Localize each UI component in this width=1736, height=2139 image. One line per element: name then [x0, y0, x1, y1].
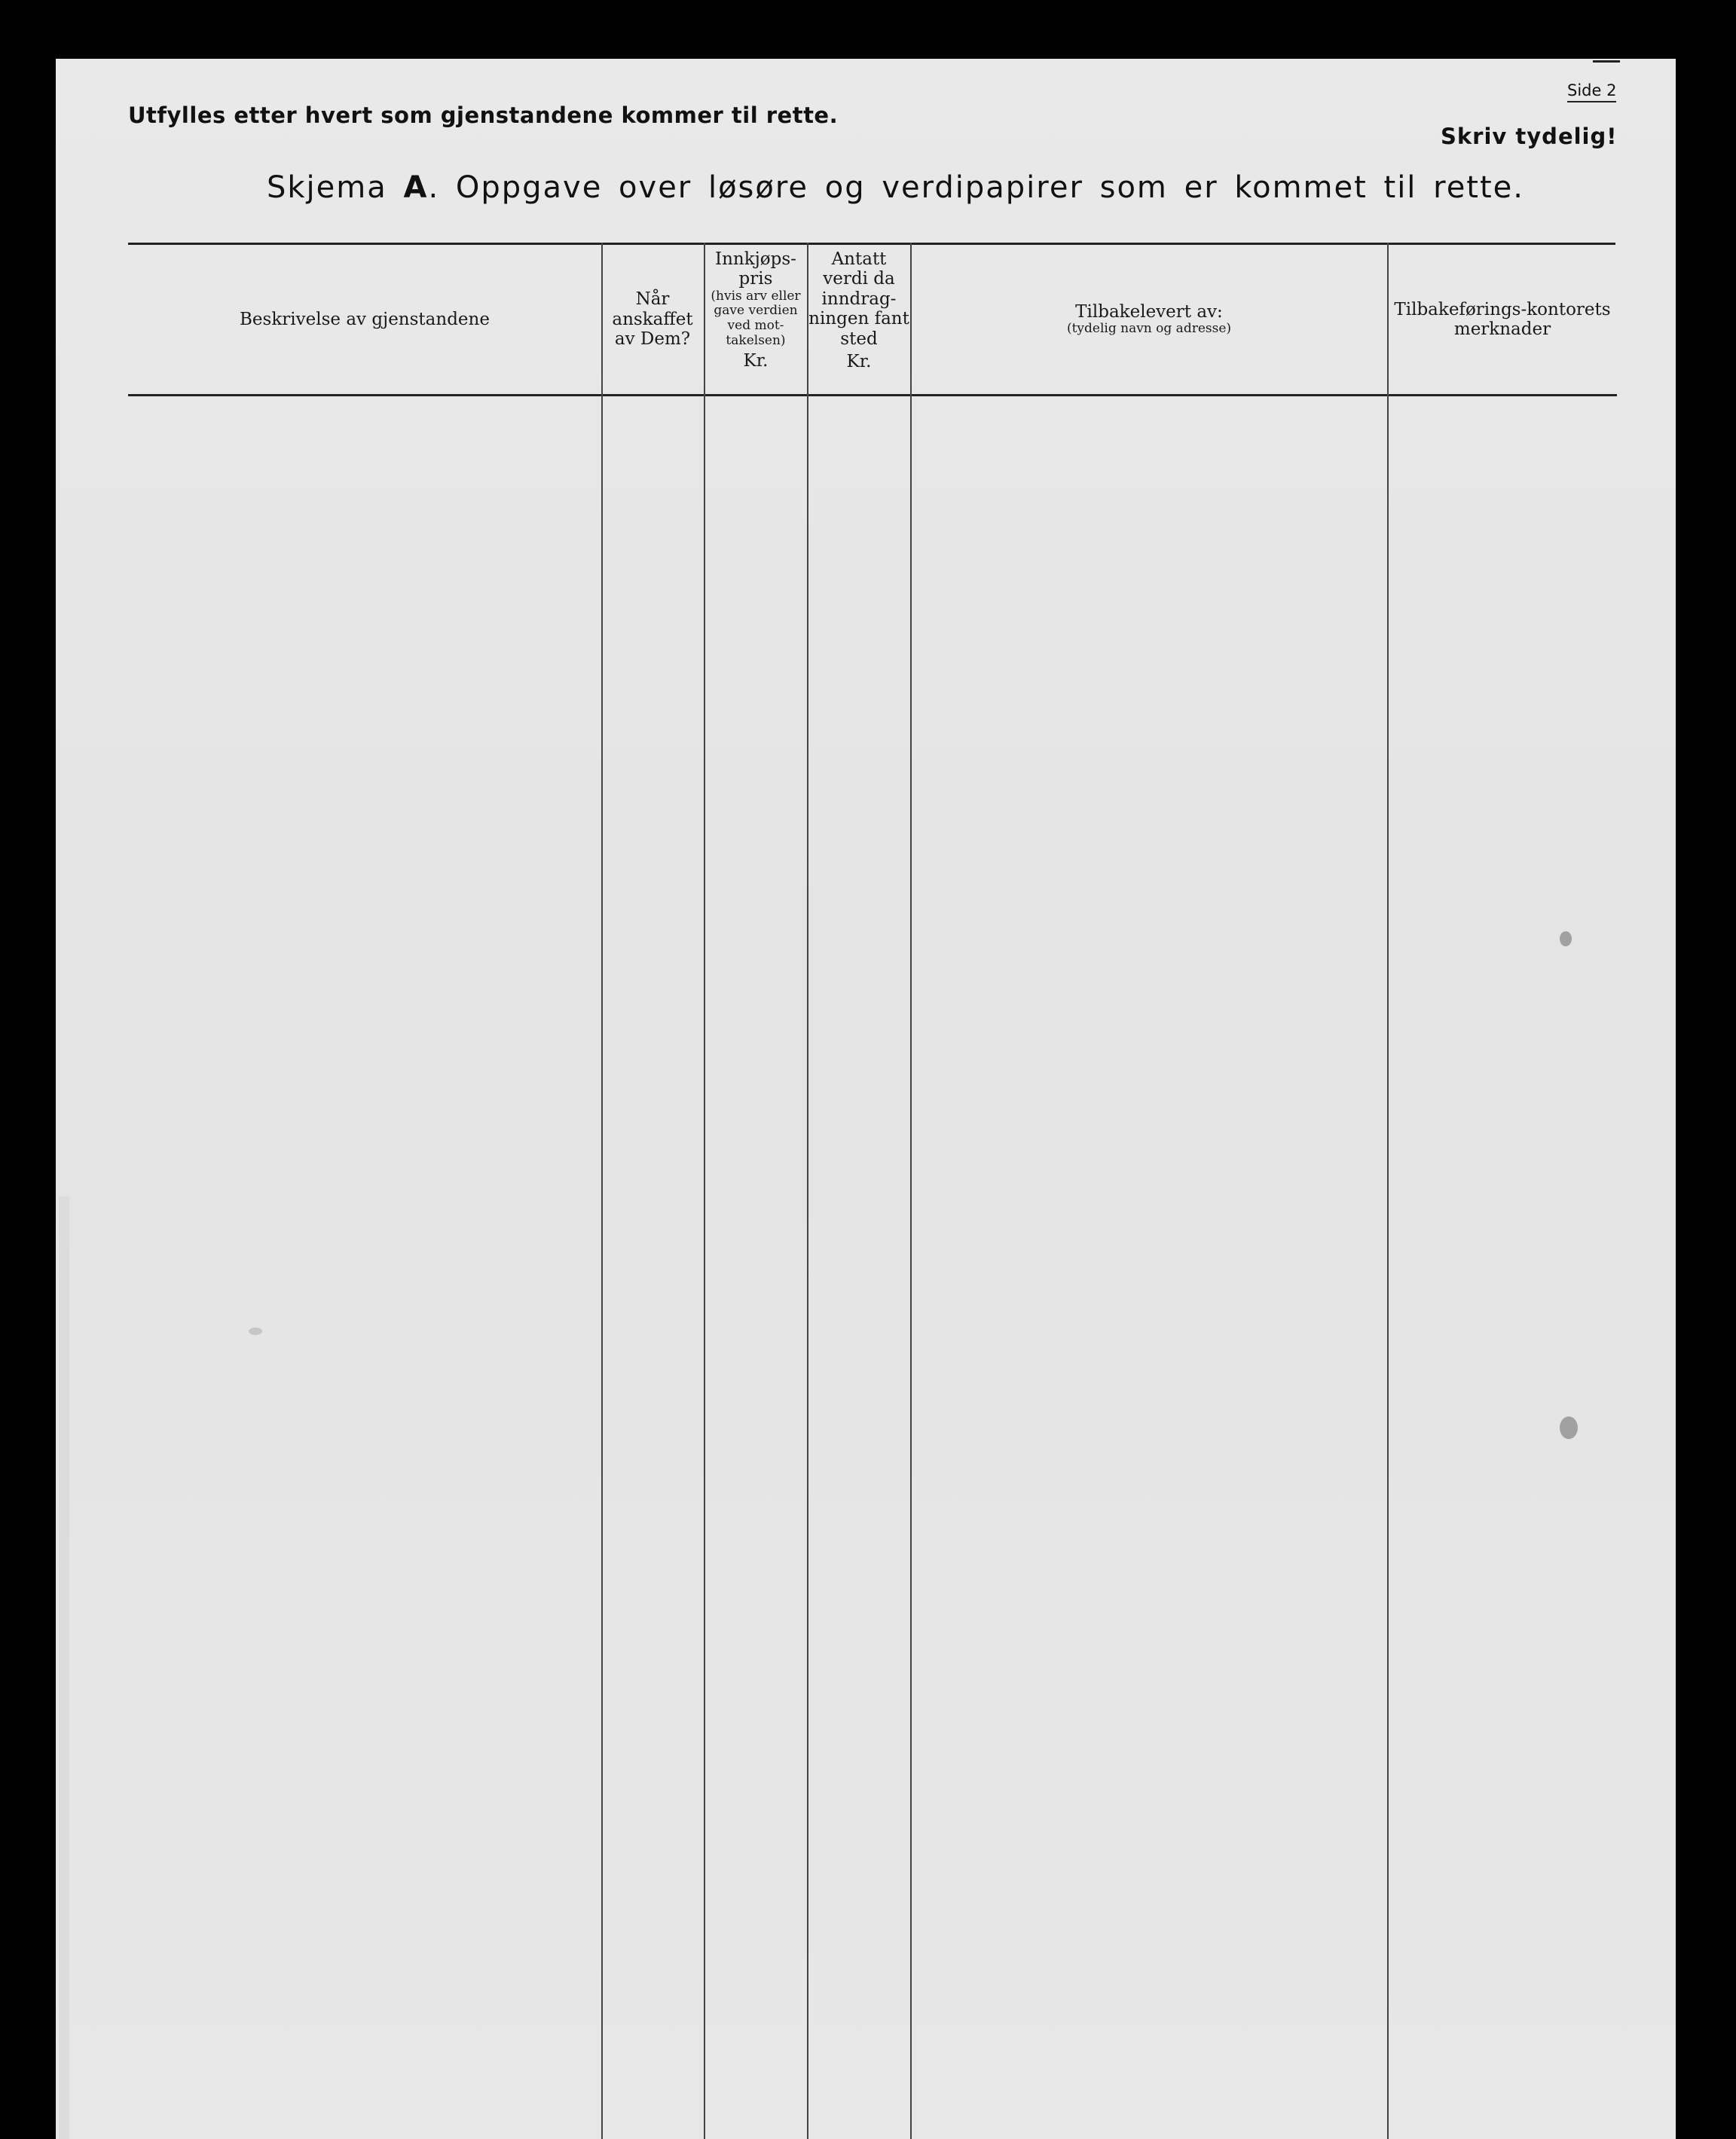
column-header-estimated-value [808, 245, 910, 399]
column-header-label: Innkjøps-pris [715, 249, 796, 289]
column-header-purchase-price [704, 245, 807, 399]
column-divider [1387, 243, 1389, 2139]
column-header-label: Tilbakelevert av: [1075, 302, 1223, 322]
column-header-description [128, 245, 601, 394]
paper-fold [59, 1196, 69, 2139]
page-number: Side 2 [1567, 81, 1616, 102]
column-header-office-remarks [1388, 245, 1617, 394]
form-title-rest: . Oppgave over løsøre og verdipapirer som er kommet til rette. [428, 170, 1524, 205]
column-header-unit: Kr. [743, 351, 769, 371]
column-header-unit: Kr. [846, 352, 872, 372]
column-header-note: (tydelig navn og adresse) [1066, 321, 1232, 337]
form-title-prefix: Skjema [267, 170, 387, 205]
column-header-label: Antatt verdi da inndrag-ningen fant sted [808, 249, 909, 349]
column-divider [910, 243, 912, 2139]
form-title [267, 170, 1524, 205]
column-divider [807, 243, 808, 2139]
form-title-letter: A [403, 170, 429, 205]
form-sheet [56, 59, 1676, 2139]
column-header-returned-by [911, 245, 1387, 394]
column-header-acquired [601, 245, 704, 394]
paper-speck [249, 1328, 262, 1335]
write-clearly-note: Skriv tydelig! [1441, 124, 1618, 149]
column-header-label: Når anskaffet av Dem? [612, 289, 693, 350]
column-header-note: (hvis arv eller gave verdien ved mot-takelsen) [711, 288, 801, 348]
column-header-label: Tilbakeførings-kontorets merknader [1394, 299, 1611, 339]
fill-in-instruction: Utfylles etter hvert som gjenstandene kommer til rette. [128, 102, 839, 128]
column-header-label: Beskrivelse av gjenstandene [240, 309, 490, 329]
page-number-bar [1593, 60, 1620, 63]
column-divider [704, 243, 705, 2139]
column-divider [601, 243, 603, 2139]
paper-speck [1560, 931, 1572, 946]
paper-speck [1560, 1416, 1578, 1439]
